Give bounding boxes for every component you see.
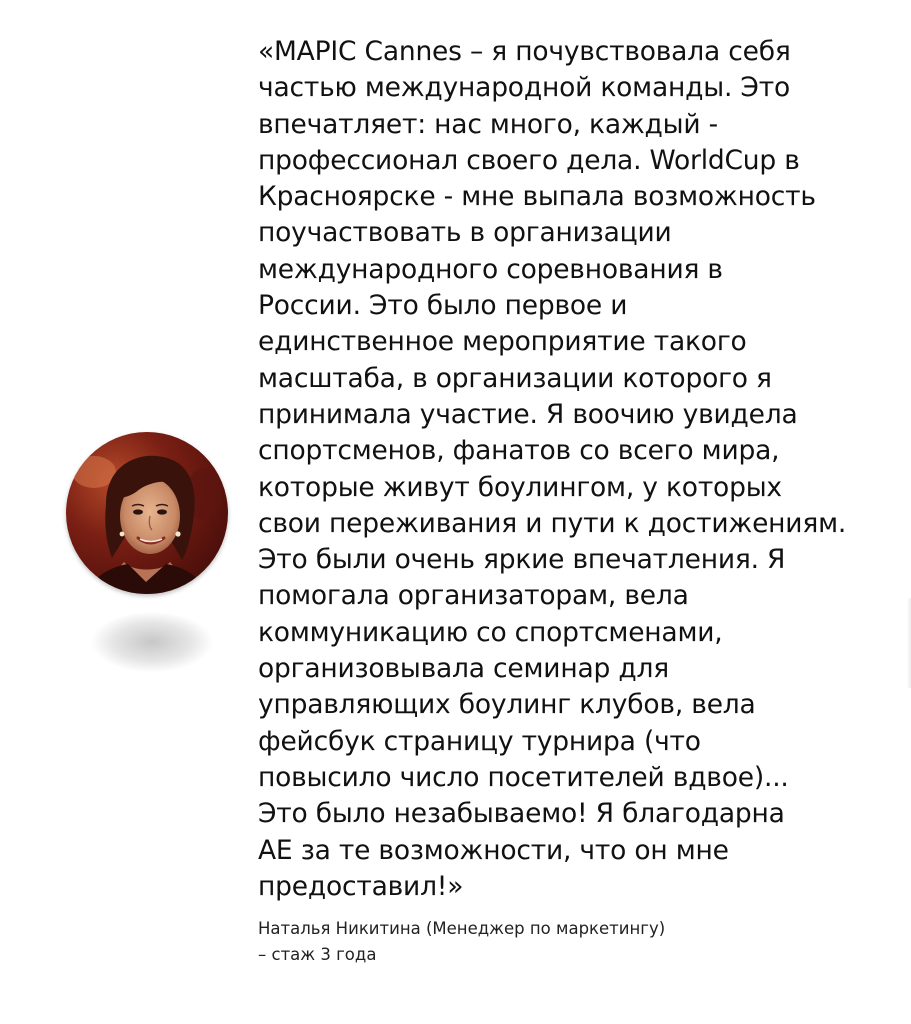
quote-line: коммуникацию со спортсменами, xyxy=(258,616,723,648)
quote-line: свои переживания и пути к достижениям. xyxy=(258,507,847,539)
quote-line: организовывала семинар для xyxy=(258,653,669,685)
edge-shadow xyxy=(907,598,911,688)
quote-line: АЕ за те возможности, что он мне xyxy=(258,834,729,866)
author-caption xyxy=(258,916,858,968)
quote-line: поучаствовать в организации xyxy=(258,217,672,249)
quote-line: помогала организаторам, вела xyxy=(258,580,689,612)
quote-line: принимала участие. Я воочию увидела xyxy=(258,398,798,430)
quote-line: которые живут боулингом, у которых xyxy=(258,471,782,503)
quote-line: повысило число посетителей вдвое)... xyxy=(258,761,789,793)
quote-line: частью международной команды. Это xyxy=(258,72,790,104)
quote-line: Красноярске - мне выпала возможность xyxy=(258,181,816,213)
quote-line: предоставил!» xyxy=(258,870,464,902)
testimonial-quote xyxy=(258,34,898,905)
quote-line: профессионал своего дела. WorldCup в xyxy=(258,144,800,176)
quote-line: впечатляет: нас много, каждый - xyxy=(258,108,718,140)
quote-line: Это были очень яркие впечатления. Я xyxy=(258,544,786,576)
author-name-role: Наталья Никитина (Менеджер по маркетингу) xyxy=(258,919,666,938)
quote-line: фейсбук страницу турнира (что xyxy=(258,725,701,757)
author-experience: – стаж 3 года xyxy=(258,945,377,964)
author-photo xyxy=(66,432,228,594)
avatar xyxy=(66,432,228,594)
quote-line: масштаба, в организации которого я xyxy=(258,362,772,394)
quote-line: Это было незабываемо! Я благодарна xyxy=(258,798,785,830)
quote-line: управляющих боулинг клубов, вела xyxy=(258,689,756,721)
avatar-shadow xyxy=(92,612,212,672)
quote-line: международного соревнования в xyxy=(258,253,723,285)
quote-line: спортсменов, фанатов со всего мира, xyxy=(258,435,780,467)
quote-line: единственное мероприятие такого xyxy=(258,326,747,358)
quote-line: России. Это было первое и xyxy=(258,290,628,322)
quote-line: «MAPIC Cannes – я почувствовала себя xyxy=(258,36,791,67)
